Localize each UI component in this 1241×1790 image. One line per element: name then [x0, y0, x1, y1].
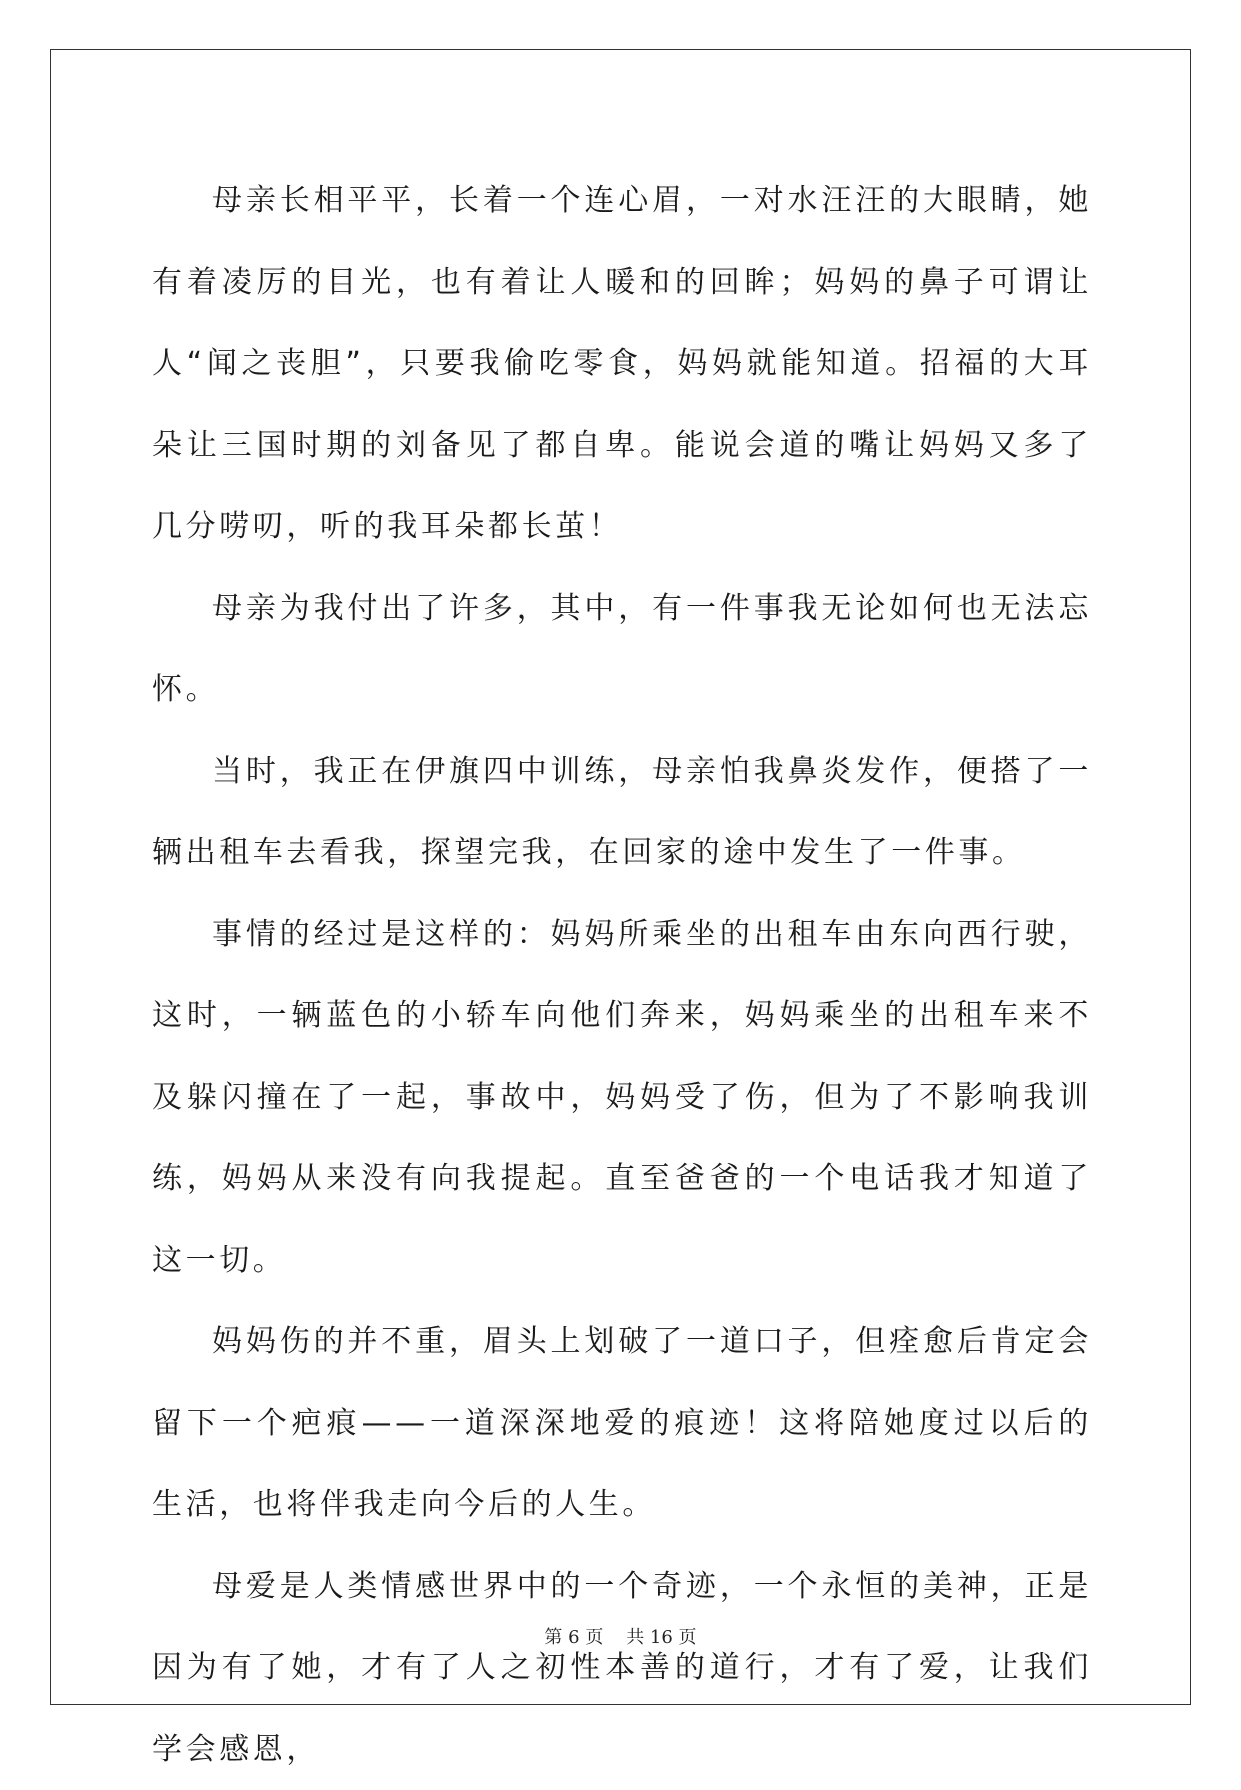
paragraph: 妈妈伤的并不重，眉头上划破了一道口子，但痊愈后肯定会留下一个疤痕——一道深深地爱的痕迹！这将陪她度过以后的生活，也将伴我走向今后的人生。	[152, 1301, 1092, 1546]
page-footer	[0, 1623, 1241, 1649]
paragraph: 母亲长相平平，长着一个连心眉，一对水汪汪的大眼睛，她有着凌厉的目光，也有着让人暖和的回眸；妈妈的鼻子可谓让人“闻之丧胆”，只要我偷吃零食，妈妈就能知道。招福的大耳朵让三国时期的刘备见了都自卑。能说会道的嘴让妈妈又多了几分唠叨，听的我耳朵都长茧！	[152, 160, 1092, 568]
paragraph: 母爱是人类情感世界中的一个奇迹，一个永恒的美神，正是因为有了她，才有了人之初性本善的道行，才有了爱，让我们学会感恩，	[152, 1546, 1092, 1790]
paragraph: 母亲为我付出了许多，其中，有一件事我无论如何也无法忘怀。	[152, 568, 1092, 731]
paragraph: 当时，我正在伊旗四中训练，母亲怕我鼻炎发作，便搭了一辆出租车去看我，探望完我，在回家的途中发生了一件事。	[152, 731, 1092, 894]
page-number-label: 第 6 页 共 16 页	[544, 1627, 696, 1648]
document-body	[152, 160, 1092, 1790]
paragraph: 事情的经过是这样的：妈妈所乘坐的出租车由东向西行驶，这时，一辆蓝色的小轿车向他们奔来，妈妈乘坐的出租车来不及躲闪撞在了一起，事故中，妈妈受了伤，但为了不影响我训练，妈妈从来没有向我提起。直至爸爸的一个电话我才知道了这一切。	[152, 894, 1092, 1302]
